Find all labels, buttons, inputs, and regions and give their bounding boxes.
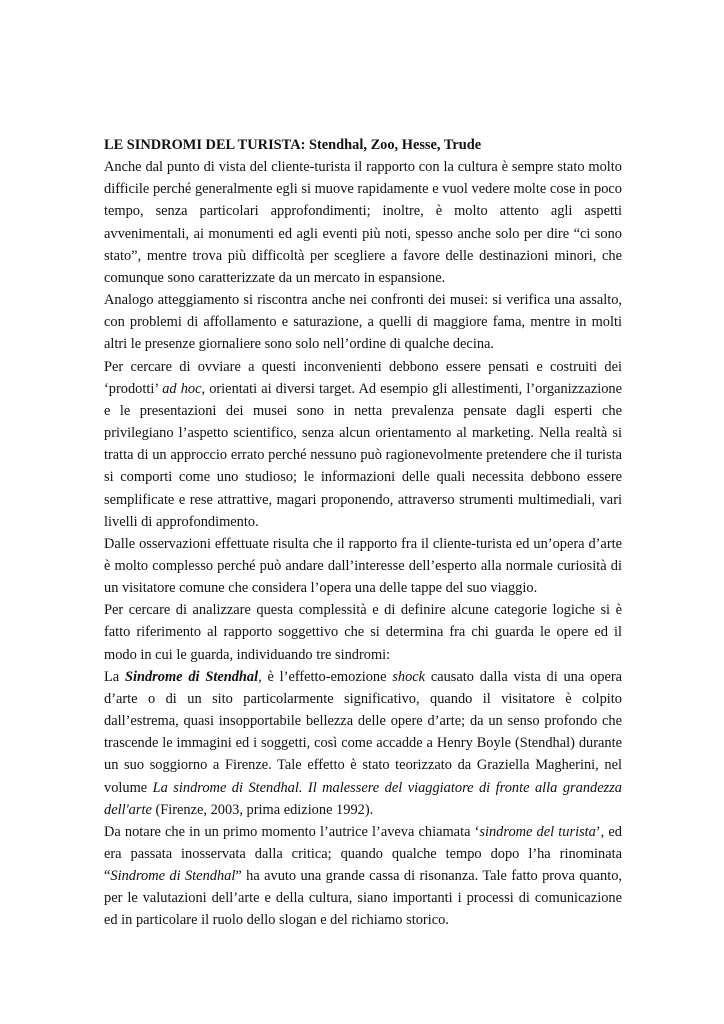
- paragraph-2: Analogo atteggiamento si riscontra anche nei confronti dei musei: si verifica una assalto, con problemi di affollamento e saturazione, a quelli di maggiore fama, mentre in molti altri le presenze giornaliere sono solo nell’ordine di qualche decina.: [104, 292, 622, 353]
- paragraph-4: Dalle osservazioni effettuate risulta che il rapporto fra il cliente-turista ed un’opera d’arte è molto complesso perché può andare dall’interesse dell’esperto alla normale curiosità di un visitatore comune che considera l’opera una delle tappe del suo viaggio.: [104, 535, 622, 597]
- paragraph-6-text-g: (Firenze, 2003, prima edizione 1992).: [151, 801, 374, 818]
- paragraph-7-text-c: ’, ed era passata inosservata dalla critica; quando qualche tempo dopo l’ha rinominata “: [104, 823, 622, 885]
- paragraph-6-text-e: causato dalla vista di una opera d’arte o di un sito particolarmente significativo, quando il visitatore è colpito dall’estrema, quasi insopportabile bellezza delle opere d’arte; da un senso profondo che trascende le immagini ed i soggetti, così come accadde a Henry Boyle (Stendhal) durante un suo soggiorno a Firenze. Tale effetto è stato teorizzato da Graziella Magherini, nel volume: [104, 668, 623, 796]
- paragraph-7-text-e: ” ha avuto una grande cassa di risonanza. Tale fatto prova quanto, per le valutazioni dell’arte e della cultura, siano importanti i processi di comunicazione ed in particolare il ruolo dello slogan e del richiamo storico.: [104, 868, 623, 929]
- paragraph-6: [104, 666, 622, 821]
- paragraph-3-text-c: , orientati ai diversi target. Ad esempio gli allestimenti, l’organizzazione e le presentazioni dei musei sono in netta prevalenza pensate dagli esperti che privilegiano l’aspetto scientifico, senza alcun orientamento al marketing. Nella realtà si tratta di un approccio errato perché nessuno può ragionevolmente pretendere che il turista si comporti come uno studioso; le informazioni delle quali necessita debbono essere semplificate e rese attrattive, magari proponendo, attraverso strumenti multimediali, vari livelli di approfondimento.: [104, 380, 622, 530]
- document-page: [104, 134, 622, 932]
- paragraph-3-text-a: Per cercare di ovviare a questi inconvenienti debbono essere pensati e costruiti dei ‘prodotti’: [104, 358, 622, 397]
- paragraph-7-italic-sindrome-turista: sindrome del turista: [479, 823, 596, 840]
- paragraph-7-text-a: Da notare che in un primo momento l’autrice l’aveva chiamata ‘: [104, 823, 480, 840]
- paragraph-7-italic-sindrome-stendhal: Sindrome di Stendhal: [110, 868, 236, 885]
- paragraph-6-term-stendhal: Sindrome di Stendhal: [124, 668, 259, 685]
- paragraph-6-book-title: La sindrome di Stendhal. Il malessere del viaggiatore di fronte alla grandezza dell'arte: [104, 779, 622, 818]
- paragraph-3: [104, 356, 622, 533]
- paragraph-6-italic-shock: shock: [392, 668, 426, 685]
- paragraph-6-text-c: , è l’effetto-emozione: [258, 668, 393, 685]
- paragraph-7: [104, 821, 622, 932]
- paragraph-5: Per cercare di analizzare questa complessità e di definire alcune categorie logiche si è fatto riferimento al rapporto soggettivo che si determina fra chi guarda le opere ed il modo in cui le guarda, individuando tre sindromi:: [104, 602, 622, 663]
- document-title: LE SINDROMI DEL TURISTA: Stendhal, Zoo, Hesse, Trude: [104, 137, 482, 153]
- paragraph-1: Anche dal punto di vista del cliente-turista il rapporto con la cultura è sempre stato molto difficile perché generalmente egli si muove rapidamente e vuol vedere molte cose in poco tempo, senza particolari approfondimenti; inoltre, è molto attento agli aspetti avvenimentali, ai monumenti ed agli eventi più noti, spesso anche solo per dire “ci sono stato”, mentre trova più difficoltà per scegliere a favore delle destinazioni minori, che comunque sono caratterizzate da un mercato in espansione.: [104, 159, 622, 286]
- paragraph-3-italic-ad-hoc: ad hoc: [162, 380, 202, 397]
- paragraph-6-text-a: La: [104, 668, 125, 685]
